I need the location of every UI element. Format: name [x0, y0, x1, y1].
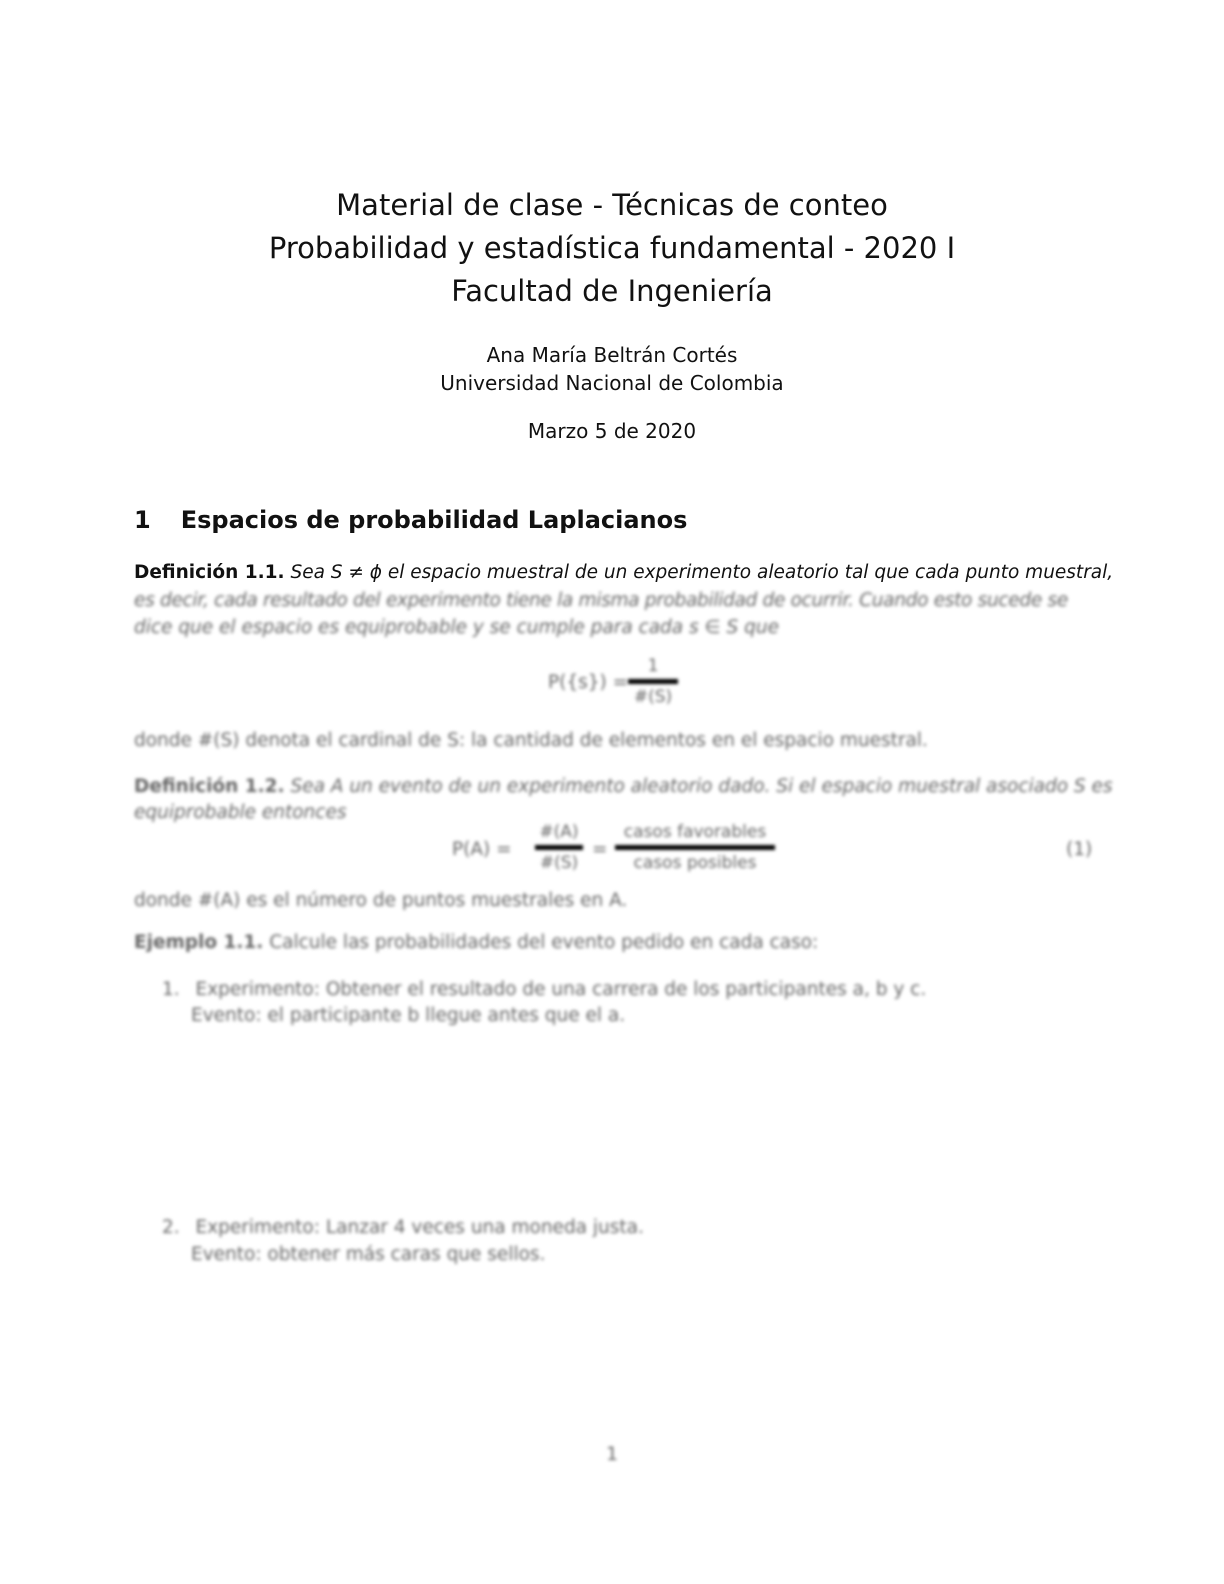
- date: Marzo 5 de 2020: [527, 419, 697, 443]
- title-line-1: Material de clase - Técnicas de conteo: [336, 188, 888, 222]
- numerator: casos favorables: [623, 822, 767, 842]
- definition-text: equiprobable entonces: [134, 802, 347, 823]
- item-text: Experimento: Obtener el resultado de una carrera de los participantes a, b y c.: [195, 979, 927, 1000]
- example-text: Calcule las probabilidades del evento pedido en cada caso:: [269, 932, 819, 953]
- formula-lhs: P(A) =: [452, 839, 512, 860]
- page-number: 1: [605, 1443, 619, 1465]
- paragraph: donde #(A) es el número de puntos muestrales en A.: [134, 890, 628, 911]
- formula-fraction-2: [615, 822, 775, 873]
- formula-fraction-1: [535, 822, 583, 873]
- equation-number: (1): [1066, 839, 1093, 860]
- item-number: 2.: [162, 1217, 180, 1238]
- list-item: [162, 1217, 644, 1238]
- definition-label: Definición 1.1.: [134, 562, 285, 583]
- definition-label: Definición 1.2.: [134, 776, 285, 797]
- definition-text: Sea S ≠ ϕ el espacio muestral de un experimento aleatorio tal que cada punto muestral,: [290, 562, 1114, 583]
- example-1-1: [134, 932, 818, 953]
- formula-lhs: P({s}) =: [548, 672, 629, 693]
- fraction-bar: [628, 679, 678, 684]
- author-name: Ana María Beltrán Cortés: [486, 343, 738, 367]
- fraction-bar: [535, 845, 583, 850]
- title-line-3: Facultad de Ingeniería: [451, 274, 773, 308]
- definition-1-2: [134, 776, 1113, 797]
- denominator: casos posibles: [633, 853, 757, 873]
- list-item: [162, 979, 926, 1000]
- numerator: #(A): [539, 822, 579, 842]
- section-heading: [134, 506, 687, 534]
- author-affiliation: Universidad Nacional de Colombia: [440, 371, 784, 395]
- formula-fraction: [628, 656, 678, 707]
- definition-1-1: [134, 562, 1113, 583]
- item-number: 1.: [162, 979, 180, 1000]
- definition-text: es decir, cada resultado del experimento tiene la misma probabilidad de ocurrir. Cuando esto sucede se: [134, 590, 1068, 611]
- section-number: 1: [134, 506, 151, 534]
- item-text: Experimento: Lanzar 4 veces una moneda justa.: [195, 1217, 644, 1238]
- denominator: #(S): [539, 853, 579, 873]
- example-label: Ejemplo 1.1.: [134, 932, 264, 953]
- item-text: Evento: obtener más caras que sellos.: [191, 1244, 546, 1265]
- paragraph: donde #(S) denota el cardinal de S: la cantidad de elementos en el espacio muestral.: [134, 730, 928, 751]
- section-title: Espacios de probabilidad Laplacianos: [180, 506, 688, 534]
- definition-text: Sea A un evento de un experimento aleatorio dado. Si el espacio muestral asociado S es: [290, 776, 1113, 797]
- title-line-2: Probabilidad y estadística fundamental - 2020 I: [268, 231, 956, 265]
- numerator: 1: [647, 656, 659, 676]
- fraction-bar: [615, 845, 775, 850]
- item-text: Evento: el participante b llegue antes que el a.: [191, 1005, 626, 1026]
- definition-text: dice que el espacio es equiprobable y se cumple para cada s ∈ S que: [134, 617, 779, 638]
- denominator: #(S): [633, 687, 673, 707]
- equals: =: [592, 839, 608, 860]
